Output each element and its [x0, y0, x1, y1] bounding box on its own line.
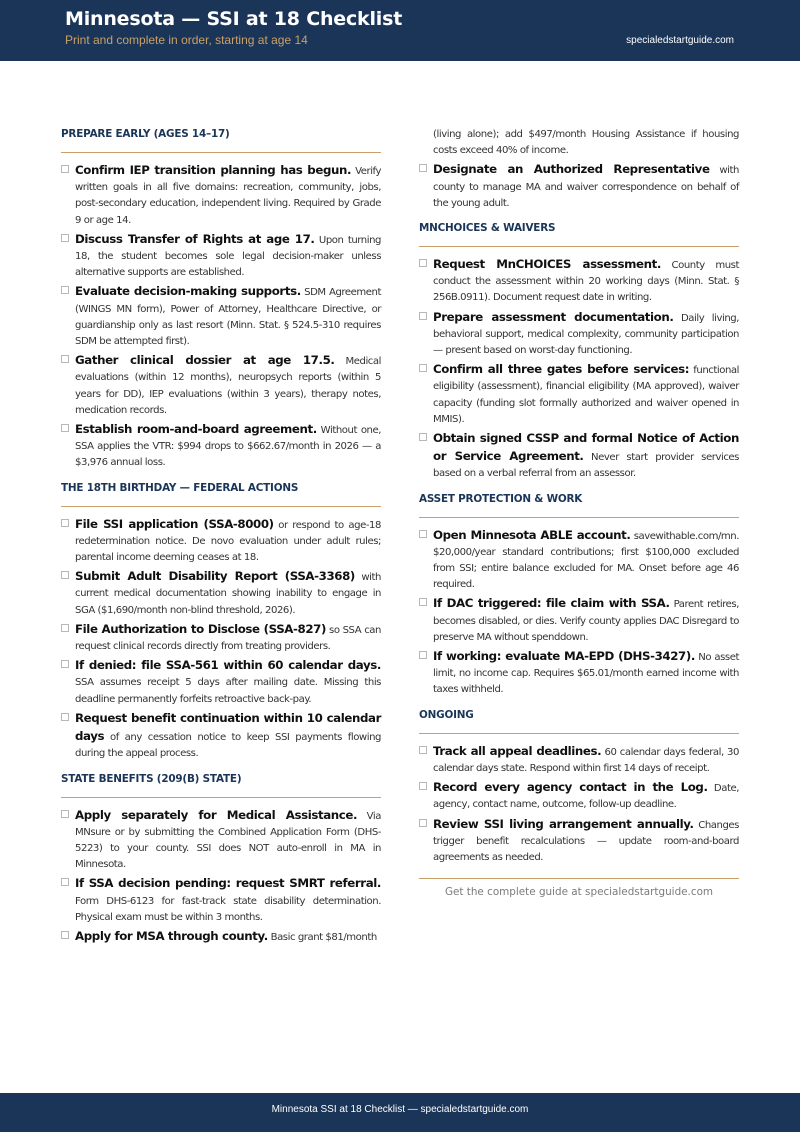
checkbox[interactable]	[61, 713, 69, 721]
checklist-item	[419, 779, 739, 813]
checkbox[interactable]	[61, 810, 69, 818]
item-heading: Review SSI living arrangement annually.	[433, 816, 694, 831]
checkbox[interactable]	[419, 259, 427, 267]
item-text: Medical evaluations (within 12 months), neuropsych reports (within 5 years for DD), IEP evaluations (within 3 years), therapy notes, medication records.	[75, 356, 381, 416]
closing-divider	[419, 878, 739, 879]
checkbox[interactable]	[61, 355, 69, 363]
item-heading: Apply for MSA through county.	[75, 928, 268, 943]
checkbox[interactable]	[61, 624, 69, 632]
checkbox[interactable]	[419, 651, 427, 659]
closing-link-text: Get the complete guide at specialedstartguide.com	[444, 886, 714, 899]
checkbox[interactable]	[419, 433, 427, 441]
item-heading: Submit Adult Disability Report (SSA-3368)	[75, 569, 355, 584]
item-heading: Record every agency contact in the Log.	[433, 780, 708, 795]
checkbox[interactable]	[61, 234, 69, 242]
section-asset-protection	[419, 491, 739, 699]
section-ongoing	[419, 707, 739, 866]
page-footer	[0, 1093, 800, 1132]
checkbox[interactable]	[61, 571, 69, 579]
item-text: SSA assumes receipt 5 days after mailing date. Missing this deadline permanently forfeits retroactive back-pay.	[75, 677, 381, 705]
checkbox[interactable]	[61, 660, 69, 668]
checklist-item	[419, 595, 739, 646]
checkbox[interactable]	[61, 931, 69, 939]
item-text: Upon turning 18, the student becomes sole legal decision-maker unless alternative supports are established.	[75, 234, 381, 279]
item-text: Basic grant $81/month	[270, 931, 377, 943]
item-heading: Request MnCHOICES assessment.	[433, 257, 661, 272]
item-text: SDM Agreement (WINGS MN form), Power of Attorney, Healthcare Directive, or guardianship only as last resort (Minn. Stat. § 524.5-310 requires SDM be attempted first).	[75, 287, 381, 348]
section-divider	[419, 246, 739, 247]
item-heading: Open Minnesota ABLE account.	[433, 527, 631, 542]
footer-text: Minnesota SSI at 18 Checklist — specialedstartguide.com	[271, 1104, 529, 1115]
checklist-item	[419, 648, 739, 699]
checkbox[interactable]	[419, 364, 427, 372]
item-text: Via MNsure or by submitting the Combined Application Form (DHS-5223) to your county. SSI does NOT auto-enroll in MA in Minnesota.	[75, 810, 381, 871]
checklist-item	[419, 430, 739, 483]
item-heading: Confirm IEP transition planning has begun.	[75, 163, 352, 177]
item-heading: If DAC triggered: file claim with SSA.	[433, 596, 670, 611]
checklist-item	[61, 283, 381, 350]
checklist-item	[61, 231, 381, 282]
section-mnchoices	[419, 220, 739, 483]
checkbox[interactable]	[419, 164, 427, 172]
item-text: Date, agency, contact name, outcome, follow-up deadline.	[433, 783, 739, 811]
item-heading: Discuss Transfer of Rights at age 17.	[75, 231, 315, 246]
checklist-item	[61, 516, 381, 567]
item-text: County must conduct the assessment within 20 working days (Minn. Stat. § 256B.0911). Document request date in writing.	[433, 260, 739, 304]
item-continuation: (living alone); add $497/month Housing Assistance if housing costs exceed 40% of income.	[433, 129, 739, 157]
checklist-item	[419, 816, 739, 867]
checkbox[interactable]	[419, 782, 427, 790]
checklist-item	[61, 710, 381, 763]
item-heading: Prepare assessment documentation.	[433, 309, 674, 324]
item-text: Form DHS-6123 for fast-track state disability determination. Physical exam must be within 3 months.	[75, 895, 381, 923]
checklist-item	[61, 352, 381, 419]
section-title: ASSET PROTECTION & WORK	[419, 492, 583, 505]
checkbox[interactable]	[61, 424, 69, 432]
item-heading: Apply separately for Medical Assistance.	[75, 807, 358, 822]
item-text: Parent retires, becomes disabled, or dies. Verify county applies DAC Disregard to preserve MA without spenddown.	[433, 599, 740, 643]
checkbox[interactable]	[61, 165, 69, 173]
checklist-item	[419, 743, 739, 777]
checklist-item	[419, 161, 739, 212]
item-text: functional eligibility (assessment), financial eligibility (MA approved), waiver capacity (funding slot formally authorized and waiver opened in MMIS).	[433, 365, 739, 425]
section-divider	[61, 506, 381, 507]
checklist-item	[61, 421, 381, 472]
item-heading: Gather clinical dossier at age 17.5.	[75, 353, 335, 368]
item-heading: Track all appeal deadlines.	[433, 743, 602, 758]
left-column	[61, 126, 381, 954]
checkbox[interactable]	[61, 878, 69, 886]
checklist-item	[61, 807, 381, 874]
section-divider	[61, 797, 381, 798]
checkbox[interactable]	[419, 746, 427, 754]
item-text: so SSA can request clinical records directly from treating providers.	[75, 624, 381, 653]
item-heading: Evaluate decision-making supports.	[75, 284, 301, 299]
checklist-item	[61, 875, 381, 926]
checklist-item	[61, 568, 381, 619]
item-heading: Obtain signed CSSP and formal Notice of Action or Service Agreement.	[433, 431, 739, 464]
item-text: with current medical documentation showing inability to engage in SGA ($1,690/month non-blind threshold, 2026).	[75, 572, 381, 616]
checklist-item	[419, 256, 739, 307]
checklist-item	[61, 928, 381, 946]
item-text: with county to manage MA and waiver correspondence on behalf of the young adult.	[433, 165, 739, 209]
item-text: savewithable.com/mn. $20,000/year standard contributions; first $100,000 excluded from SSI; entire balance excluded for MA. Onset before age 46 required.	[433, 530, 739, 591]
item-heading: Designate an Authorized Representative	[433, 162, 710, 177]
section-title: MNCHOICES & WAIVERS	[419, 222, 556, 235]
item-heading: Establish room-and-board agreement.	[75, 422, 317, 437]
section-18th-birthday	[61, 480, 381, 763]
header-url: specialedstartguide.com	[626, 35, 734, 46]
checkbox[interactable]	[61, 519, 69, 527]
checklist-item	[419, 309, 739, 360]
item-heading: If denied: file SSA-561 within 60 calendar days.	[75, 658, 381, 673]
section-title: THE 18TH BIRTHDAY — FEDERAL ACTIONS	[61, 481, 299, 494]
section-title: ONGOING	[419, 708, 474, 721]
section-title: PREPARE EARLY (AGES 14–17)	[61, 128, 230, 140]
section-divider	[419, 517, 739, 518]
item-text: 60 calendar days federal, 30 calendar days state. Respond within first 14 days of receipt.	[433, 746, 739, 774]
item-text: No asset limit, no income cap. Requires $65.01/month earned income with taxes withheld.	[433, 652, 739, 696]
item-text: or respond to age-18 redetermination notice. De novo evaluation under adult rules; parental income deeming ceases at 18.	[75, 519, 381, 564]
checklist-item	[419, 527, 739, 594]
page-subtitle: Print and complete in order, starting at age 14	[65, 33, 308, 47]
right-column	[419, 127, 739, 900]
checklist-item	[61, 621, 381, 655]
item-heading: Request benefit continuation within 10 calendar days	[75, 710, 381, 744]
item-text: Daily living, behavioral support, medical complexity, community participation — present based on worst-day functioning.	[433, 312, 739, 357]
checkbox[interactable]	[419, 530, 427, 538]
item-text: of any cessation notice to keep SSI payments flowing during the appeal process.	[75, 732, 381, 760]
item-heading: Confirm all three gates before services:	[433, 362, 690, 377]
section-prepare-early	[61, 126, 381, 472]
checklist-item	[419, 361, 739, 428]
item-text: Never start provider services based on a verbal referral from an assessor.	[433, 452, 739, 480]
item-heading: File Authorization to Disclose (SSA-827)	[75, 621, 326, 636]
checklist-item	[61, 657, 381, 708]
item-heading: If working: evaluate MA-EPD (DHS-3427).	[433, 649, 695, 664]
section-divider	[419, 733, 739, 734]
checklist-item	[61, 162, 381, 229]
item-heading: If SSA decision pending: request SMRT referral.	[75, 876, 381, 891]
item-text: Without one, SSA applies the VTR: $994 drops to $662.67/month in 2026 — a $3,976 annual loss.	[75, 425, 382, 469]
section-state-benefits-continued	[419, 127, 739, 212]
item-text: Changes trigger benefit recalculations — update room-and-board agreements as needed.	[433, 819, 739, 863]
item-text: Verify written goals in all five domains: recreation, community, jobs, post-secondary education, independent living. Required by Grade 9 or age 14.	[75, 166, 381, 226]
page-title: Minnesota — SSI at 18 Checklist	[65, 8, 403, 30]
checkbox[interactable]	[419, 598, 427, 606]
checkbox[interactable]	[61, 286, 69, 294]
page-header	[0, 0, 800, 61]
checkbox[interactable]	[419, 312, 427, 320]
section-title: STATE BENEFITS (209(B) STATE)	[61, 772, 242, 785]
section-divider	[61, 152, 381, 153]
section-state-benefits	[61, 771, 381, 947]
checkbox[interactable]	[419, 819, 427, 827]
item-heading: File SSI application (SSA-8000)	[75, 516, 274, 531]
